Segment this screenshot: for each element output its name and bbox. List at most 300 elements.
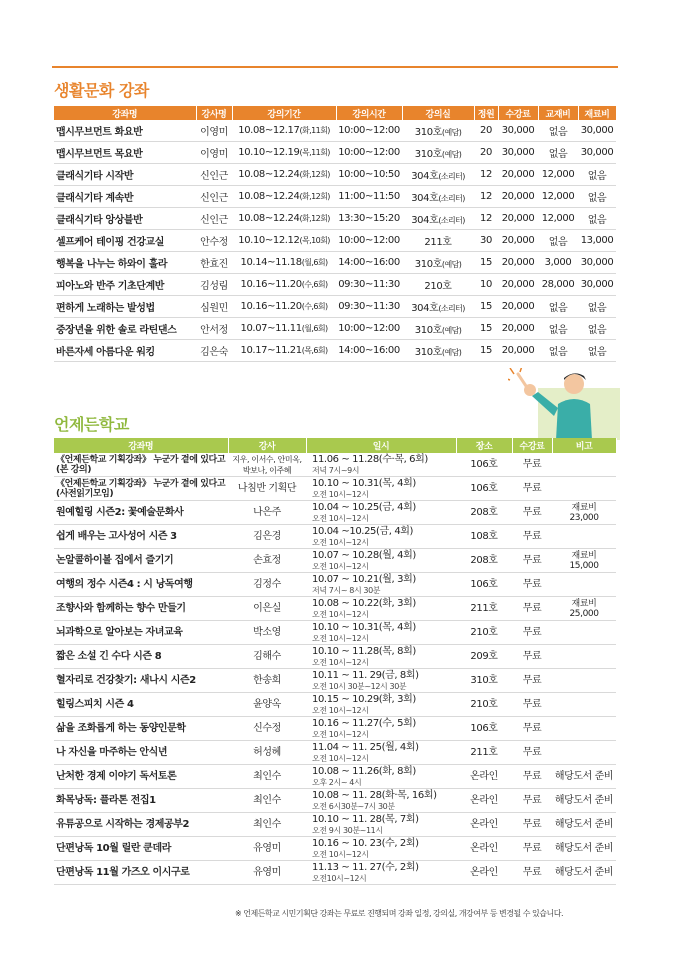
course-place: 온라인	[456, 765, 512, 789]
room-note: (소리터)	[438, 172, 465, 181]
teacher-name: 최인수	[228, 765, 306, 789]
tuition-fee: 20,000	[498, 318, 538, 340]
teacher-name: 심원민	[196, 296, 232, 318]
remark: 해당도서 준비	[552, 789, 616, 813]
course-schedule	[306, 741, 456, 765]
table-row	[54, 549, 616, 573]
schedule-dates: 10.16 ~ 10. 23(수, 2회)	[312, 837, 419, 849]
period-note: (수,6회)	[301, 302, 328, 311]
course-name: 바른자세 아름다운 워킹	[54, 340, 196, 362]
course-period	[232, 340, 336, 362]
material-fee: 없음	[578, 340, 616, 362]
schedule-dates: 10.07 ~ 10.28(월, 4회)	[312, 549, 416, 561]
course-schedule	[306, 501, 456, 525]
tuition-fee: 무료	[512, 597, 552, 621]
teacher-name: 지우, 이서수, 안미옥, 박보나, 이주혜	[228, 453, 306, 477]
table-row	[54, 717, 616, 741]
material-fee: 없음	[578, 208, 616, 230]
book-fee: 없음	[538, 296, 578, 318]
course-room	[402, 230, 474, 252]
schedule-dates: 10.10 ~ 10.31(목, 4회)	[312, 621, 416, 633]
course-period	[232, 120, 336, 142]
tuition-fee: 20,000	[498, 208, 538, 230]
schedule-time: 오전 10시 30분~12시 30분	[312, 681, 407, 691]
material-fee: 없음	[578, 164, 616, 186]
book-fee: 3,000	[538, 252, 578, 274]
table-row	[54, 861, 616, 885]
remark	[552, 693, 616, 717]
teacher-name: 김성림	[196, 274, 232, 296]
column-header: 강좌명	[54, 438, 228, 453]
schedule-time: 오전 10시~12시	[312, 705, 369, 715]
room-note: (예담)	[441, 326, 462, 335]
teacher-name: 김은경	[228, 525, 306, 549]
table-row	[54, 813, 616, 837]
material-fee: 30,000	[578, 252, 616, 274]
teacher-name: 유영미	[228, 837, 306, 861]
tuition-fee: 무료	[512, 501, 552, 525]
table-row	[54, 645, 616, 669]
tuition-fee: 무료	[512, 861, 552, 885]
schedule-dates: 10.15 ~ 10.29(화, 3회)	[312, 693, 416, 705]
course-name: 《언제든학교 기획강좌》 누군가 곁에 있다고(사전읽기모임)	[54, 477, 228, 501]
course-place: 209호	[456, 645, 512, 669]
course-name: 맵시무브먼트 목요반	[54, 142, 196, 164]
room-note: (소리터)	[438, 194, 465, 203]
teacher-name: 김해수	[228, 645, 306, 669]
course-schedule	[306, 837, 456, 861]
teacher-name: 한효진	[196, 252, 232, 274]
schedule-time: 저녁 7시~9시	[312, 465, 360, 475]
capacity: 30	[474, 230, 498, 252]
course-schedule	[306, 861, 456, 885]
tuition-fee: 무료	[512, 717, 552, 741]
teacher-name: 나은주	[228, 501, 306, 525]
period-note: (화,12회)	[299, 192, 330, 201]
course-period	[232, 164, 336, 186]
course-period	[232, 274, 336, 296]
room-note: (예담)	[441, 260, 462, 269]
course-time: 09:30~11:30	[336, 296, 402, 318]
teacher-name: 김정수	[228, 573, 306, 597]
room-number: 304호	[411, 215, 439, 226]
remark: 재료비 15,000	[552, 549, 616, 573]
course-name: 피아노와 반주 기초단계반	[54, 274, 196, 296]
schedule-dates: 11.04 ~ 11. 25(월, 4회)	[312, 741, 419, 753]
pointing-person-illustration	[508, 368, 620, 440]
period-dates: 10.08~12.24	[238, 191, 300, 202]
tuition-fee: 무료	[512, 525, 552, 549]
capacity: 15	[474, 340, 498, 362]
teacher-name: 최인수	[228, 813, 306, 837]
course-name: 난처한 경제 이야기 독서토론	[54, 765, 228, 789]
schedule-time: 오전 10시~12시	[312, 753, 369, 763]
book-fee: 12,000	[538, 186, 578, 208]
teacher-name: 안서정	[196, 318, 232, 340]
tuition-fee: 무료	[512, 693, 552, 717]
room-note: (예담)	[441, 150, 462, 159]
column-header: 수강료	[512, 438, 552, 453]
top-rule	[52, 66, 618, 68]
teacher-name: 한송희	[228, 669, 306, 693]
column-header: 일시	[306, 438, 456, 453]
schedule-time: 오전10시~12시	[312, 873, 367, 883]
course-time: 14:00~16:00	[336, 252, 402, 274]
teacher-name: 신수정	[228, 717, 306, 741]
teacher-name: 허성혜	[228, 741, 306, 765]
period-dates: 10.16~11.20	[240, 301, 302, 312]
table-row	[54, 501, 616, 525]
remark	[552, 453, 616, 477]
course-place: 210호	[456, 693, 512, 717]
course-schedule	[306, 693, 456, 717]
room-note: (소리터)	[438, 216, 465, 225]
tuition-fee: 무료	[512, 549, 552, 573]
schedule-dates: 10.11 ~ 11. 29(금, 8회)	[312, 669, 419, 681]
table-row	[54, 741, 616, 765]
table-row	[54, 693, 616, 717]
schedule-dates: 10.07 ~ 10.21(월, 3회)	[312, 573, 416, 585]
material-fee: 없음	[578, 318, 616, 340]
table-row	[54, 789, 616, 813]
room-note: (예담)	[441, 128, 462, 137]
course-period	[232, 142, 336, 164]
course-name: 단편낭독 10월 릴란 쿤데라	[54, 837, 228, 861]
schedule-time: 오후 2시~ 4시	[312, 777, 362, 787]
course-time: 10:00~12:00	[336, 142, 402, 164]
period-dates: 10.08~12.24	[238, 213, 300, 224]
section-title-anytime-school: 언제든학교	[54, 415, 129, 434]
table-row	[54, 573, 616, 597]
course-name: 유튜공으로 시작하는 경제공부2	[54, 813, 228, 837]
column-header: 수강료	[498, 106, 538, 120]
schedule-time: 오전 9시 30분~11시	[312, 825, 383, 835]
course-place: 208호	[456, 501, 512, 525]
column-header: 교재비	[538, 106, 578, 120]
room-number: 310호	[414, 325, 442, 336]
section-title-lifestyle: 생활문화 강좌	[54, 81, 149, 100]
schedule-dates: 10.08 ~ 11.26(화, 8회)	[312, 765, 416, 777]
column-header: 재료비	[578, 106, 616, 120]
remark: 재료비 25,000	[552, 597, 616, 621]
course-schedule	[306, 477, 456, 501]
material-fee: 30,000	[578, 142, 616, 164]
course-time: 13:30~15:20	[336, 208, 402, 230]
book-fee: 12,000	[538, 208, 578, 230]
material-fee: 30,000	[578, 120, 616, 142]
teacher-name: 최인수	[228, 789, 306, 813]
remark	[552, 477, 616, 501]
material-fee: 13,000	[578, 230, 616, 252]
anytime-school-table	[54, 438, 617, 885]
schedule-time: 오전 10시~12시	[312, 657, 369, 667]
course-name: 짧은 소설 긴 수다 시즌 8	[54, 645, 228, 669]
course-name: 클래식기타 앙상블반	[54, 208, 196, 230]
room-number: 304호	[411, 303, 439, 314]
course-schedule	[306, 813, 456, 837]
teacher-name: 신인근	[196, 208, 232, 230]
tuition-fee: 30,000	[498, 142, 538, 164]
course-place: 106호	[456, 477, 512, 501]
course-time: 10:00~10:50	[336, 164, 402, 186]
remark	[552, 741, 616, 765]
remark: 재료비 23,000	[552, 501, 616, 525]
column-header: 강사명	[196, 106, 232, 120]
schedule-time: 오전 10시~12시	[312, 513, 369, 523]
schedule-dates: 10.04 ~ 10.25(금, 4회)	[312, 501, 416, 513]
period-dates: 10.08~12.24	[238, 169, 300, 180]
material-fee: 30,000	[578, 274, 616, 296]
schedule-time: 오전 10시~12시	[312, 729, 369, 739]
material-fee: 없음	[578, 186, 616, 208]
room-number: 310호	[414, 259, 442, 270]
course-schedule	[306, 453, 456, 477]
footnote: ※ 언제든학교 시민기획단 강좌는 무료로 진행되며 강좌 일정, 강의실, 개강여부 등 변경될 수 있습니다.	[235, 909, 564, 918]
table-row	[54, 186, 616, 208]
remark: 해당도서 준비	[552, 861, 616, 885]
course-room	[402, 164, 474, 186]
teacher-name: 손효정	[228, 549, 306, 573]
course-place: 온라인	[456, 813, 512, 837]
course-time: 10:00~12:00	[336, 230, 402, 252]
course-name: 《언제든학교 기획강좌》 누군가 곁에 있다고(본 강의)	[54, 453, 228, 477]
course-place: 211호	[456, 741, 512, 765]
course-period	[232, 186, 336, 208]
course-room	[402, 252, 474, 274]
course-name: 뇌과학으로 알아보는 자녀교육	[54, 621, 228, 645]
course-schedule	[306, 573, 456, 597]
room-number: 310호	[414, 149, 442, 160]
teacher-name: 이은실	[228, 597, 306, 621]
schedule-dates: 10.10 ~ 10.31(목, 4회)	[312, 477, 416, 489]
book-fee: 없음	[538, 318, 578, 340]
teacher-name: 박소영	[228, 621, 306, 645]
course-room	[402, 120, 474, 142]
remark	[552, 621, 616, 645]
course-room	[402, 142, 474, 164]
course-name: 화목낭독: 플라톤 전집1	[54, 789, 228, 813]
period-dates: 10.08~12.17	[238, 125, 300, 136]
period-note: (목,6회)	[301, 346, 328, 355]
teacher-name: 김은숙	[196, 340, 232, 362]
tuition-fee: 20,000	[498, 186, 538, 208]
course-schedule	[306, 789, 456, 813]
column-header: 강의기간	[232, 106, 336, 120]
course-name: 논알콜하이볼 집에서 즐기기	[54, 549, 228, 573]
table-row	[54, 208, 616, 230]
course-time: 09:30~11:30	[336, 274, 402, 296]
period-note: (수,6회)	[301, 280, 328, 289]
capacity: 12	[474, 164, 498, 186]
course-room	[402, 208, 474, 230]
teacher-name: 신인근	[196, 164, 232, 186]
room-number: 310호	[414, 127, 442, 138]
book-fee: 12,000	[538, 164, 578, 186]
table-row	[54, 340, 616, 362]
schedule-dates: 11.06 ~ 11.28(수·목, 6회)	[312, 453, 428, 465]
course-name: 클래식기타 계속반	[54, 186, 196, 208]
course-place: 108호	[456, 525, 512, 549]
lifestyle-course-table	[54, 106, 617, 362]
course-name: 힐링스피치 시즌 4	[54, 693, 228, 717]
period-note: (화,12회)	[299, 170, 330, 179]
remark	[552, 645, 616, 669]
course-schedule	[306, 525, 456, 549]
room-note: (소리터)	[438, 304, 465, 313]
course-name: 원예힐링 시즌2: 꽃예술문화사	[54, 501, 228, 525]
period-dates: 10.10~12.19	[238, 147, 300, 158]
course-name: 행복을 나누는 하와이 훌라	[54, 252, 196, 274]
table-row	[54, 597, 616, 621]
period-note: (목,10회)	[299, 236, 330, 245]
course-name: 맵시무브먼트 화요반	[54, 120, 196, 142]
course-time: 10:00~12:00	[336, 318, 402, 340]
schedule-time: 저녁 7시~ 8시 30분	[312, 585, 381, 595]
course-schedule	[306, 717, 456, 741]
tuition-fee: 20,000	[498, 230, 538, 252]
tuition-fee: 무료	[512, 669, 552, 693]
course-name: 클래식기타 시작반	[54, 164, 196, 186]
remark: 해당도서 준비	[552, 837, 616, 861]
table-header-row	[54, 438, 616, 453]
tuition-fee: 무료	[512, 621, 552, 645]
course-room	[402, 318, 474, 340]
course-place: 310호	[456, 669, 512, 693]
course-period	[232, 230, 336, 252]
table-row	[54, 621, 616, 645]
remark	[552, 573, 616, 597]
tuition-fee: 20,000	[498, 274, 538, 296]
course-name: 셀프케어 테이핑 건강교실	[54, 230, 196, 252]
course-name: 혈자리로 건강찾기: 새나시 시즌2	[54, 669, 228, 693]
capacity: 10	[474, 274, 498, 296]
room-note: (예담)	[441, 348, 462, 357]
column-header: 비고	[552, 438, 616, 453]
course-schedule	[306, 669, 456, 693]
tuition-fee: 무료	[512, 477, 552, 501]
table-row	[54, 142, 616, 164]
schedule-dates: 10.04 ~10.25(금, 4회)	[312, 525, 414, 537]
table-row	[54, 318, 616, 340]
table-row	[54, 525, 616, 549]
remark	[552, 525, 616, 549]
schedule-time: 오전 6시30분~7시 30분	[312, 801, 395, 811]
course-period	[232, 296, 336, 318]
book-fee: 없음	[538, 340, 578, 362]
period-dates: 10.14~11.18	[240, 257, 302, 268]
period-note: (월,6회)	[301, 324, 328, 333]
table-row	[54, 296, 616, 318]
remark: 해당도서 준비	[552, 765, 616, 789]
course-name: 단편낭독 11월 가즈오 이시구로	[54, 861, 228, 885]
remark	[552, 717, 616, 741]
course-name: 여행의 정수 시즌4 : 시 낭독여행	[54, 573, 228, 597]
course-schedule	[306, 765, 456, 789]
teacher-name: 안수정	[196, 230, 232, 252]
material-fee: 없음	[578, 296, 616, 318]
schedule-time: 오전 10시~12시	[312, 609, 369, 619]
course-place: 210호	[456, 621, 512, 645]
capacity: 20	[474, 120, 498, 142]
table-row	[54, 765, 616, 789]
course-room	[402, 186, 474, 208]
table-row	[54, 120, 616, 142]
course-room	[402, 274, 474, 296]
book-fee: 28,000	[538, 274, 578, 296]
course-name: 편하게 노래하는 발성법	[54, 296, 196, 318]
course-period	[232, 318, 336, 340]
course-place: 106호	[456, 573, 512, 597]
schedule-dates: 10.08 ~ 11. 28(화·목, 16회)	[312, 789, 437, 801]
table-row	[54, 252, 616, 274]
tuition-fee: 무료	[512, 813, 552, 837]
column-header: 강의시간	[336, 106, 402, 120]
course-time: 10:00~12:00	[336, 120, 402, 142]
schedule-dates: 10.10 ~ 11.28(목, 8회)	[312, 645, 416, 657]
period-note: (목,11회)	[299, 148, 330, 157]
remark: 해당도서 준비	[552, 813, 616, 837]
room-number: 304호	[411, 193, 439, 204]
tuition-fee: 무료	[512, 741, 552, 765]
period-note: (월,6회)	[301, 258, 328, 267]
capacity: 15	[474, 252, 498, 274]
schedule-dates: 10.08 ~ 10.22(화, 3회)	[312, 597, 416, 609]
course-schedule	[306, 621, 456, 645]
course-name: 나 자신을 마주하는 안식년	[54, 741, 228, 765]
teacher-name: 유영미	[228, 861, 306, 885]
room-number: 310호	[414, 347, 442, 358]
schedule-dates: 10.10 ~ 11. 28(목, 7회)	[312, 813, 419, 825]
course-name: 쉽게 배우는 고사성어 시즌 3	[54, 525, 228, 549]
schedule-time: 오전 10시~12시	[312, 561, 369, 571]
column-header: 강의실	[402, 106, 474, 120]
period-note: (화,11회)	[299, 126, 330, 135]
book-fee: 없음	[538, 230, 578, 252]
schedule-time: 오전 10시~12시	[312, 633, 369, 643]
course-time: 14:00~16:00	[336, 340, 402, 362]
tuition-fee: 무료	[512, 765, 552, 789]
period-dates: 10.10~12.12	[238, 235, 300, 246]
course-period	[232, 252, 336, 274]
period-dates: 10.17~11.21	[240, 345, 302, 356]
schedule-time: 오전 10시~12시	[312, 849, 369, 859]
course-place: 211호	[456, 597, 512, 621]
course-place: 온라인	[456, 789, 512, 813]
table-row	[54, 274, 616, 296]
course-name: 삶을 조화롭게 하는 동양인문학	[54, 717, 228, 741]
tuition-fee: 30,000	[498, 120, 538, 142]
book-fee: 없음	[538, 142, 578, 164]
course-schedule	[306, 645, 456, 669]
period-note: (화,12회)	[299, 214, 330, 223]
course-room	[402, 340, 474, 362]
tuition-fee: 무료	[512, 789, 552, 813]
schedule-time: 오전 10시~12시	[312, 537, 369, 547]
course-place: 온라인	[456, 837, 512, 861]
teacher-name: 이영미	[196, 142, 232, 164]
tuition-fee: 20,000	[498, 164, 538, 186]
tuition-fee: 20,000	[498, 340, 538, 362]
teacher-name: 신인근	[196, 186, 232, 208]
schedule-dates: 11.13 ~ 11. 27(수, 2회)	[312, 861, 419, 873]
capacity: 12	[474, 208, 498, 230]
course-room	[402, 296, 474, 318]
book-fee: 없음	[538, 120, 578, 142]
course-period	[232, 208, 336, 230]
course-place: 온라인	[456, 861, 512, 885]
room-number: 211호	[424, 237, 452, 248]
remark	[552, 669, 616, 693]
